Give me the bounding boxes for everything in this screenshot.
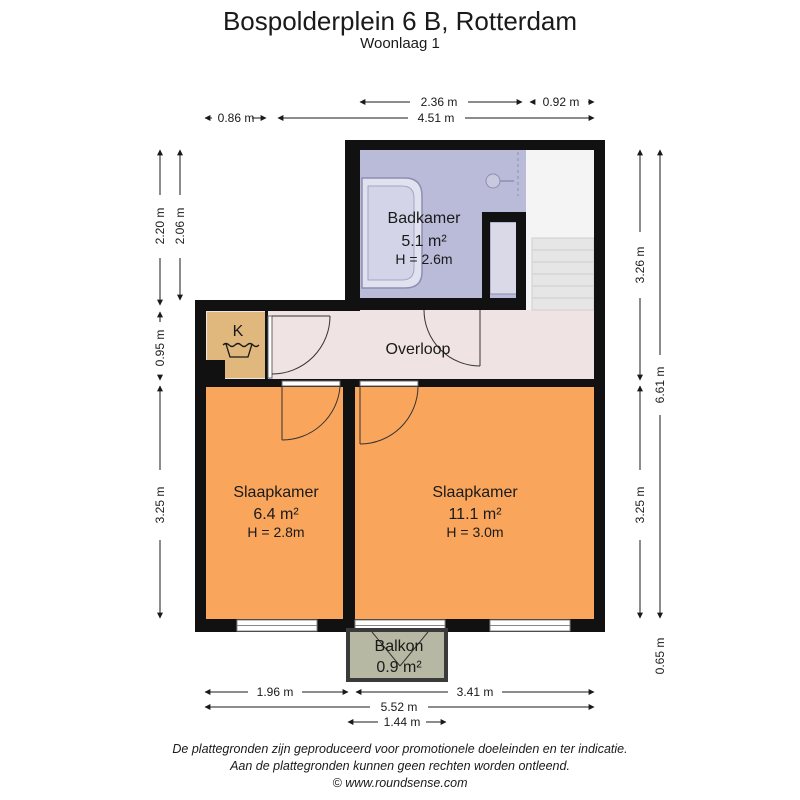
copyright-link[interactable]: © www.roundsense.com	[332, 776, 468, 790]
dimension-label: 1.44 m	[383, 715, 421, 729]
disclaimer-line-1: De plattegronden zijn geproduceerd voor promotionele doeleinden en ter indicatie.	[172, 742, 628, 756]
dimension-label: 2.36 m	[420, 95, 458, 109]
bathroom-label: Badkamer	[387, 210, 461, 227]
balcony-label: Balkon	[374, 638, 424, 655]
stairs	[532, 238, 594, 310]
hallway-label: Overloop	[385, 341, 451, 358]
dimension-label: 3.41 m	[456, 685, 494, 699]
dimension-label: 3.26 m	[633, 246, 647, 284]
large-bedroom-label: Slaapkamer	[432, 484, 518, 501]
dimension-label: 2.06 m	[173, 207, 187, 245]
large-bedroom-height: H = 3.0m	[446, 524, 504, 540]
dimension-label: 0.65 m	[653, 637, 667, 675]
small-bedroom-label: Slaapkamer	[233, 484, 319, 501]
dimension-label: 0.86 m	[217, 111, 255, 125]
dimension-label: 2.20 m	[153, 207, 167, 245]
disclaimer-line-2: Aan de plattegronden kunnen geen rechten worden ontleend.	[230, 759, 570, 773]
dimension-label: 0.95 m	[153, 329, 167, 367]
dimension-label: 5.52 m	[380, 700, 418, 714]
top-dimensions	[205, 102, 594, 118]
dimension-label: 4.51 m	[417, 111, 455, 125]
page-title: Bospolderplein 6 B, Rotterdam	[222, 6, 578, 36]
floor-subtitle: Woonlaag 1	[360, 35, 440, 52]
dimension-label: 1.96 m	[256, 685, 294, 699]
large-bedroom-floor	[355, 387, 595, 619]
door-frame	[268, 316, 272, 378]
small-bedroom-area: 6.4 m²	[253, 506, 299, 523]
sink-icon	[486, 174, 500, 188]
closet-label: K	[232, 323, 244, 340]
dimension-label: 0.92 m	[542, 95, 580, 109]
small-bedroom-height: H = 2.8m	[247, 524, 305, 540]
dimension-label: 6.61 m	[653, 366, 667, 404]
balcony-area: 0.9 m²	[376, 659, 422, 676]
large-bedroom-area: 11.1 m²	[448, 506, 502, 523]
bathroom-area: 5.1 m²	[401, 233, 447, 250]
bathroom-height: H = 2.6m	[395, 251, 453, 267]
dimension-label: 3.25 m	[153, 486, 167, 524]
dimension-label: 3.25 m	[633, 486, 647, 524]
